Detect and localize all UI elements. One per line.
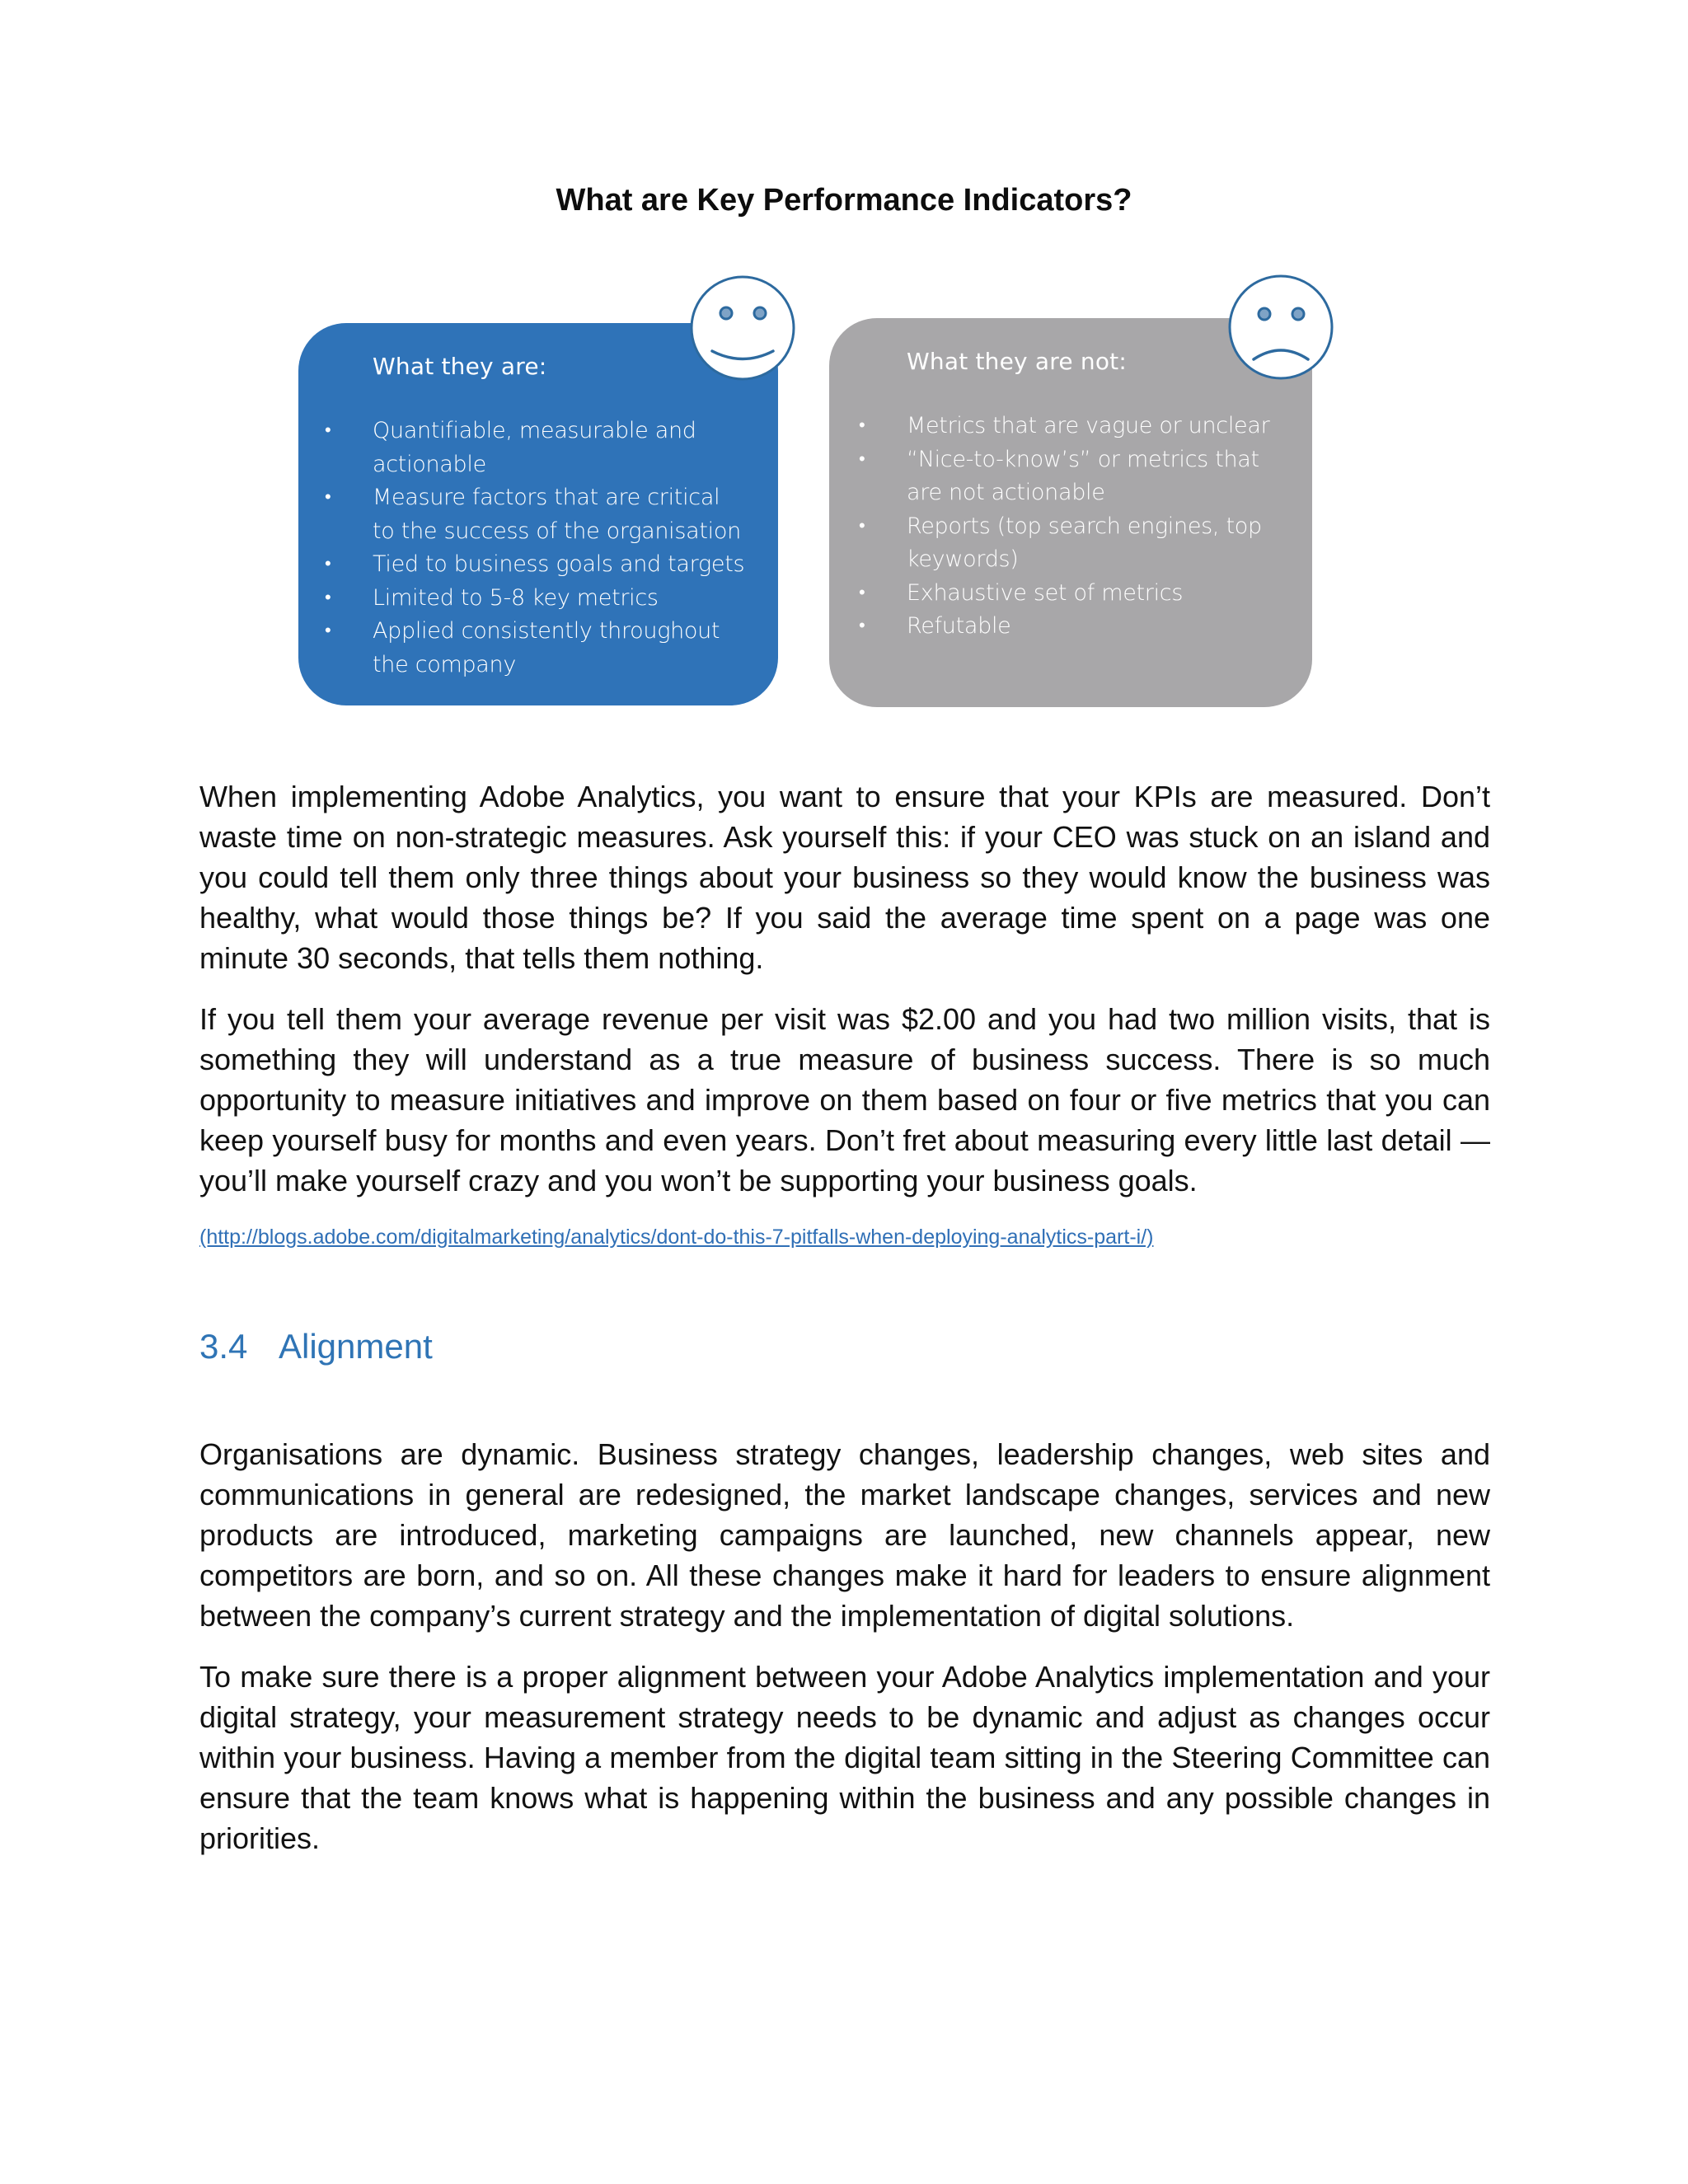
section-number: 3.4 [199, 1327, 248, 1366]
paragraph-organisations-dynamic: Organisations are dynamic. Business strategy changes, leadership changes, web sites and communications in general are redesigned, the market landscape changes, services and new products are introduced, marketing campaigns are launched, new channels appear, new competitors are born, and so on. All these changes make it hard for leaders to ensure alignment between the company’s current strategy and the implementation of digital solutions. [199, 1437, 1490, 1633]
paragraph-revenue-per-visit: If you tell them your average revenue per visit was $2.00 and you had two million visits, that is something they will understand as a true measure of business success. There is so much opportunity to measure initiatives and improve on them based on four or five metrics that you can keep yourself busy for months and even years. Don’t fret about measuring every little last detail — you’ll make yourself crazy and you won’t be supporting your business goals. [199, 1002, 1490, 1197]
section-title: Alignment [279, 1327, 433, 1366]
list-item: • Metrics that are vague or unclear [907, 410, 1279, 443]
what-they-are-not-list [859, 410, 1279, 644]
what-they-are-list [325, 415, 745, 682]
bullet-icon: • [859, 515, 865, 537]
list-item: • Measure factors that are critical to the success of the organisation [373, 481, 745, 548]
list-item: • Exhaustive set of metrics [907, 577, 1279, 611]
list-item: • Applied consistently throughout the company [373, 615, 745, 682]
list-item: • Quantifiable, measurable and actionable [373, 415, 745, 481]
source-link[interactable]: (http://blogs.adobe.com/digitalmarketing/analytics/dont-do-this-7-pitfalls-when-deploying-analytics-part-i/) [199, 1226, 1154, 1249]
card-heading-what-they-are-not: What they are not: [907, 348, 1127, 375]
list-item: • “Nice-to-know’s” or metrics that are not actionable [907, 443, 1279, 510]
paragraph-kpi-measurement: When implementing Adobe Analytics, you want to ensure that your KPIs are measured. Don’t waste time on non-strategic measures. Ask yourself this: if your CEO was stuck on an island and you could tell them only three things about your business so they would know the business was healthy, what would those things be? If you said the average time spent on a page was one minute 30 seconds, that tells them nothing. [199, 780, 1490, 975]
bullet-icon: • [325, 587, 331, 608]
bullet-icon: • [859, 415, 865, 436]
list-item: • Refutable [907, 610, 1279, 644]
sad-face-icon [1227, 274, 1334, 381]
bullet-icon: • [325, 487, 331, 508]
figure-title: What are Key Performance Indicators? [556, 183, 1132, 218]
bullet-icon: • [859, 616, 865, 636]
bullet-icon: • [325, 554, 331, 574]
bullet-icon: • [325, 420, 331, 441]
happy-face-icon [689, 274, 796, 382]
bullet-icon: • [859, 448, 865, 470]
list-item: • Tied to business goals and targets [373, 548, 745, 582]
bullet-icon: • [325, 621, 331, 641]
list-item: • Reports (top search engines, top keywords) [907, 510, 1279, 577]
bullet-icon: • [859, 582, 865, 603]
list-item: • Limited to 5-8 key metrics [373, 582, 745, 616]
section-heading-alignment [199, 1327, 433, 1366]
card-heading-what-they-are: What they are: [373, 353, 547, 380]
paragraph-proper-alignment: To make sure there is a proper alignment between your Adobe Analytics implementation and your digital strategy, your measurement strategy needs to be dynamic and adjust as changes occur within your business. Having a member from the digital team sitting in the Steering Committee can ensure that the team knows what is happening within the business and any possible changes in priorities. [199, 1660, 1490, 1855]
